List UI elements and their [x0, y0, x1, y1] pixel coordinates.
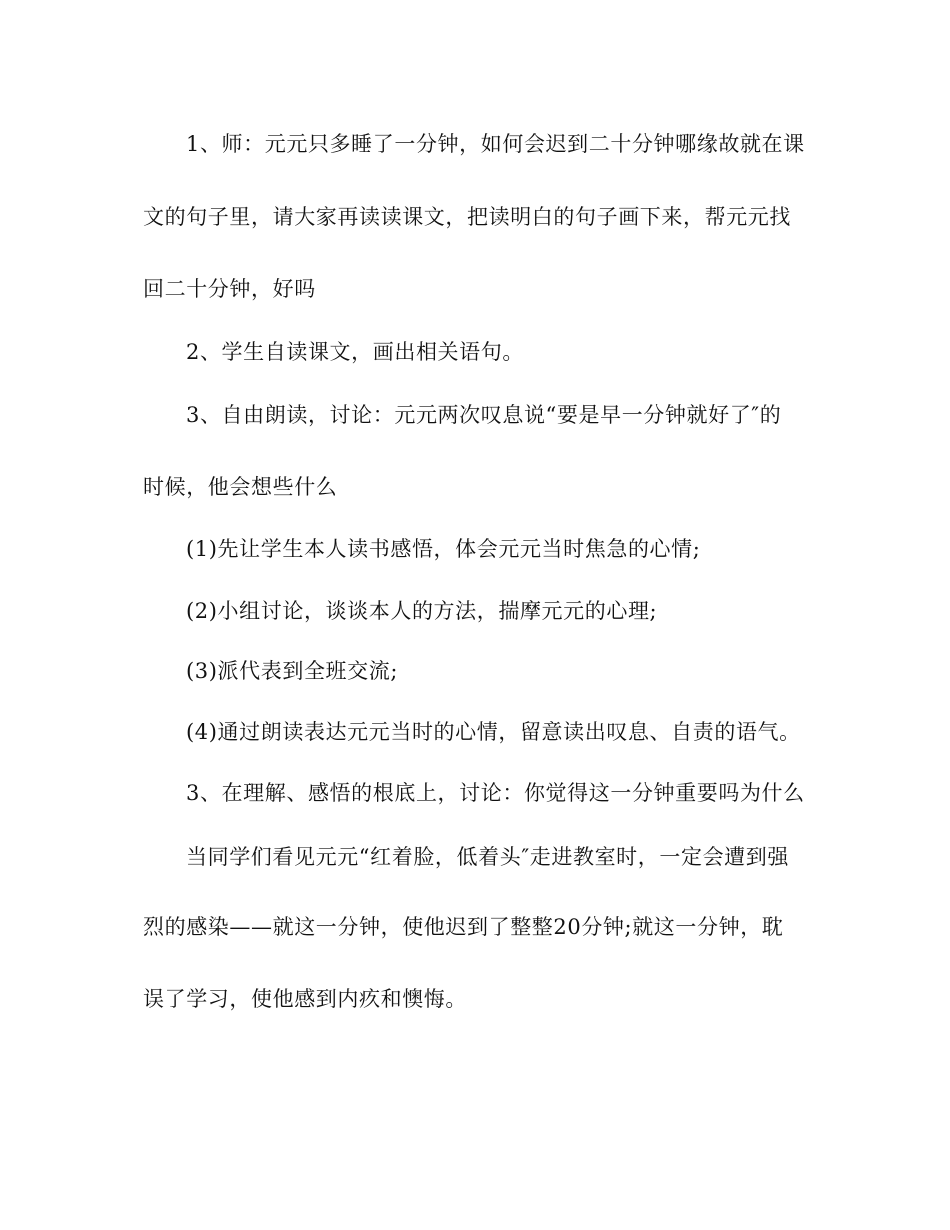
paragraph-5-line-2: 烈的感染——就这一分钟，使他迟到了整整20分钟;就这一分钟，耽: [143, 915, 784, 939]
list-item-1: (1)先让学生本人读书感悟，体会元元当时焦急的心情;: [186, 537, 701, 561]
paragraph-4-line-1: 3、在理解、感悟的根底上，讨论：你觉得这一分钟重要吗为什么: [186, 781, 805, 805]
paragraph-1-line-1: 1、师：元元只多睡了一分钟，如何会迟到二十分钟哪缘故就在课: [186, 132, 805, 156]
paragraph-3-line-2: 时候，他会想些什么: [143, 475, 338, 499]
list-item-4: (4)通过朗读表达元元当时的心情，留意读出叹息、自责的语气。: [186, 720, 801, 744]
paragraph-2-line-1: 2、学生自读课文，画出相关语句。: [186, 340, 524, 364]
paragraph-5-line-1: 当同学们看见元元“红着脸，低着头″走进教室时，一定会遭到强: [186, 845, 789, 869]
list-item-3: (3)派代表到全班交流;: [186, 659, 399, 683]
list-item-2: (2)小组讨论，谈谈本人的方法，揣摩元元的心理;: [186, 599, 658, 623]
paragraph-3-line-1: 3、自由朗读，讨论：元元两次叹息说“要是早一分钟就好了″的: [186, 403, 782, 427]
paragraph-5-line-3: 误了学习，使他感到内疚和懊悔。: [143, 987, 467, 1011]
paragraph-1-line-3: 回二十分钟，好吗: [143, 277, 316, 301]
paragraph-1-line-2: 文的句子里，请大家再读读课文，把读明白的句子画下来，帮元元找: [143, 205, 791, 229]
